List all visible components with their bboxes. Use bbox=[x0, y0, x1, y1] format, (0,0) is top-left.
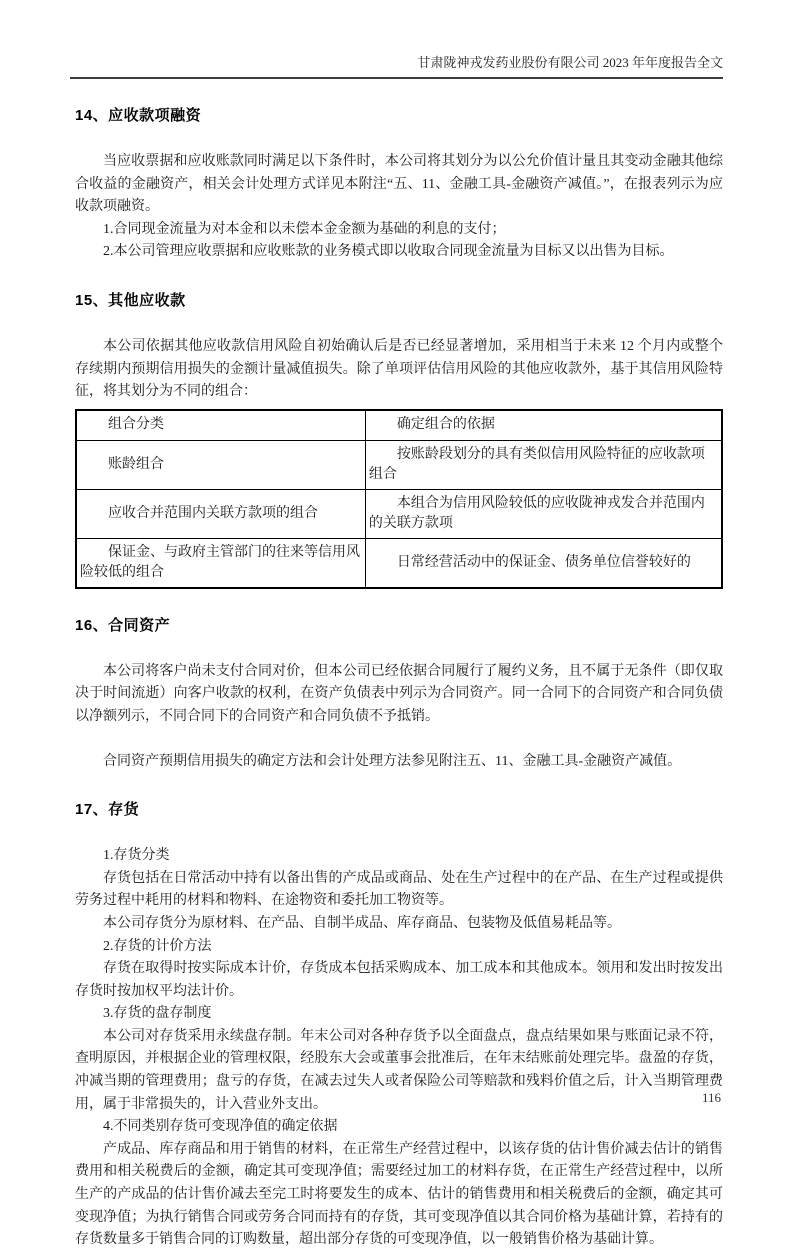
section-heading-14-receivables-financing: 14、应收款项融资 bbox=[75, 107, 202, 124]
list-item: 1.存货分类 bbox=[103, 848, 170, 864]
list-item: 1.合同现金流量为对本金和以未偿本金金额为基础的利息的支付； bbox=[103, 221, 506, 237]
list-item: 4.不同类别存货可变现净值的确定依据 bbox=[103, 1119, 338, 1135]
table-cell: 本组合为信用风险较低的应收陇神戎发合并范围内的关联方款项 bbox=[365, 489, 722, 538]
grouping-table bbox=[75, 409, 723, 589]
table-cell: 日常经营活动中的保证金、债务单位信誉较好的 bbox=[365, 538, 722, 588]
section-heading-15-other-receivables: 15、其他应收款 bbox=[75, 291, 186, 309]
paragraph: 合同资产预期信用损失的确定方法和会计处理方法参见附注五、11、金融工具-金融资产减值。 bbox=[103, 753, 682, 769]
table-row bbox=[76, 489, 722, 538]
table-row bbox=[76, 440, 722, 489]
paragraph: 本公司存货分为原材料、在产品、自制半成品、库存商品、包装物及低值易耗品等。 bbox=[103, 915, 621, 931]
section-heading-16-contract-assets: 16、合同资产 bbox=[75, 616, 171, 634]
table-header-cell-group-category: 组合分类 bbox=[76, 410, 365, 441]
page-content bbox=[75, 104, 723, 1252]
table-cell: 保证金、与政府主管部门的往来等信用风险较低的组合 bbox=[76, 538, 365, 588]
paragraph: 当应收票据和应收账款同时满足以下条件时，本公司将其划分为以公允价值计量且其变动金融其他综合收益的金融资产，相关会计处理方式详见本附注“五、11、金融工具-金融资产减值。”，在报表列示为应收款项融资。 bbox=[75, 154, 723, 215]
table-header-cell-group-basis: 确定组合的依据 bbox=[365, 410, 722, 441]
paragraph: 本公司对存货采用永续盘存制。年末公司对各种存货予以全面盘点，盘点结果如果与账面记录不符，查明原因，并根据企业的管理权限，经股东大会或董事会批准后，在年末结账前处理完毕。盘盈的存货，冲减当期的管理费用；盘亏的存货，在减去过失人或者保险公司等赔款和残料价值之后，计入当期管理费用，属于非常损失的，计入营业外支出。 bbox=[75, 1028, 723, 1112]
table-cell: 按账龄段划分的具有类似信用风险特征的应收款项组合 bbox=[365, 440, 722, 489]
report-page bbox=[0, 52, 793, 1248]
table-row bbox=[76, 538, 722, 588]
table-cell: 应收合并范围内关联方款项的组合 bbox=[76, 489, 365, 538]
section-heading-17-inventory: 17、存货 bbox=[75, 801, 140, 819]
table-header-row bbox=[76, 410, 722, 441]
header-divider bbox=[70, 77, 723, 79]
document-header-title: 甘肃陇神戎发药业股份有限公司 2023 年年度报告全文 bbox=[417, 55, 723, 70]
list-item: 2.本公司管理应收票据和应收账款的业务模式即以收取合同现金流量为目标又以出售为目标。 bbox=[103, 244, 674, 260]
paragraph: 本公司依据其他应收款信用风险自初始确认后是否已经显著增加，采用相当于未来 12 个月内或整个存续期内预期信用损失的金额计量减值损失。除了单项评估信用风险的其他应收款外，基于其信用风险特征，将其划分为不同的组合： bbox=[75, 338, 723, 400]
paragraph: 存货在取得时按实际成本计价，存货成本包括采购成本、加工成本和其他成本。领用和发出时按发出存货时按加权平均法计价。 bbox=[75, 961, 723, 999]
page-number: 116 bbox=[701, 1090, 721, 1105]
paragraph: 存货包括在日常活动中持有以备出售的产成品或商品、处在生产过程中的在产品、在生产过程或提供劳务过程中耗用的材料和物料、在途物资和委托加工物资等。 bbox=[75, 870, 723, 909]
paragraph: 产成品、库存商品和用于销售的材料，在正常生产经营过程中，以该存货的估计售价减去估计的销售费用和相关税费后的金额，确定其可变现净值；需要经过加工的材料存货，在正常生产经营过程中，以所生产的产成品的估计售价减去至完工时将要发生的成本、估计的销售费用和相关税费后的金额，确定其可变现净值；为执行销售合同或劳务合同而持有的存货，其可变现净值以其合同价格为基础计算，若持有的存货数量多于销售合同的订购数量，超出部分存货的可变现净值，以一般销售价格为基础计算。 bbox=[75, 1141, 723, 1248]
list-item: 2.存货的计价方法 bbox=[103, 938, 212, 954]
paragraph: 本公司将客户尚未支付合同对价，但本公司已经依据合同履行了履约义务，且不属于无条件（即仅取决于时间流逝）向客户收款的权利，在资产负债表中列示为合同资产。同一合同下的合同资产和合同负债以净额列示，不同合同下的合同资产和合同负债不予抵销。 bbox=[75, 663, 723, 724]
table-cell: 账龄组合 bbox=[76, 440, 365, 489]
list-item: 3.存货的盘存制度 bbox=[103, 1006, 212, 1022]
